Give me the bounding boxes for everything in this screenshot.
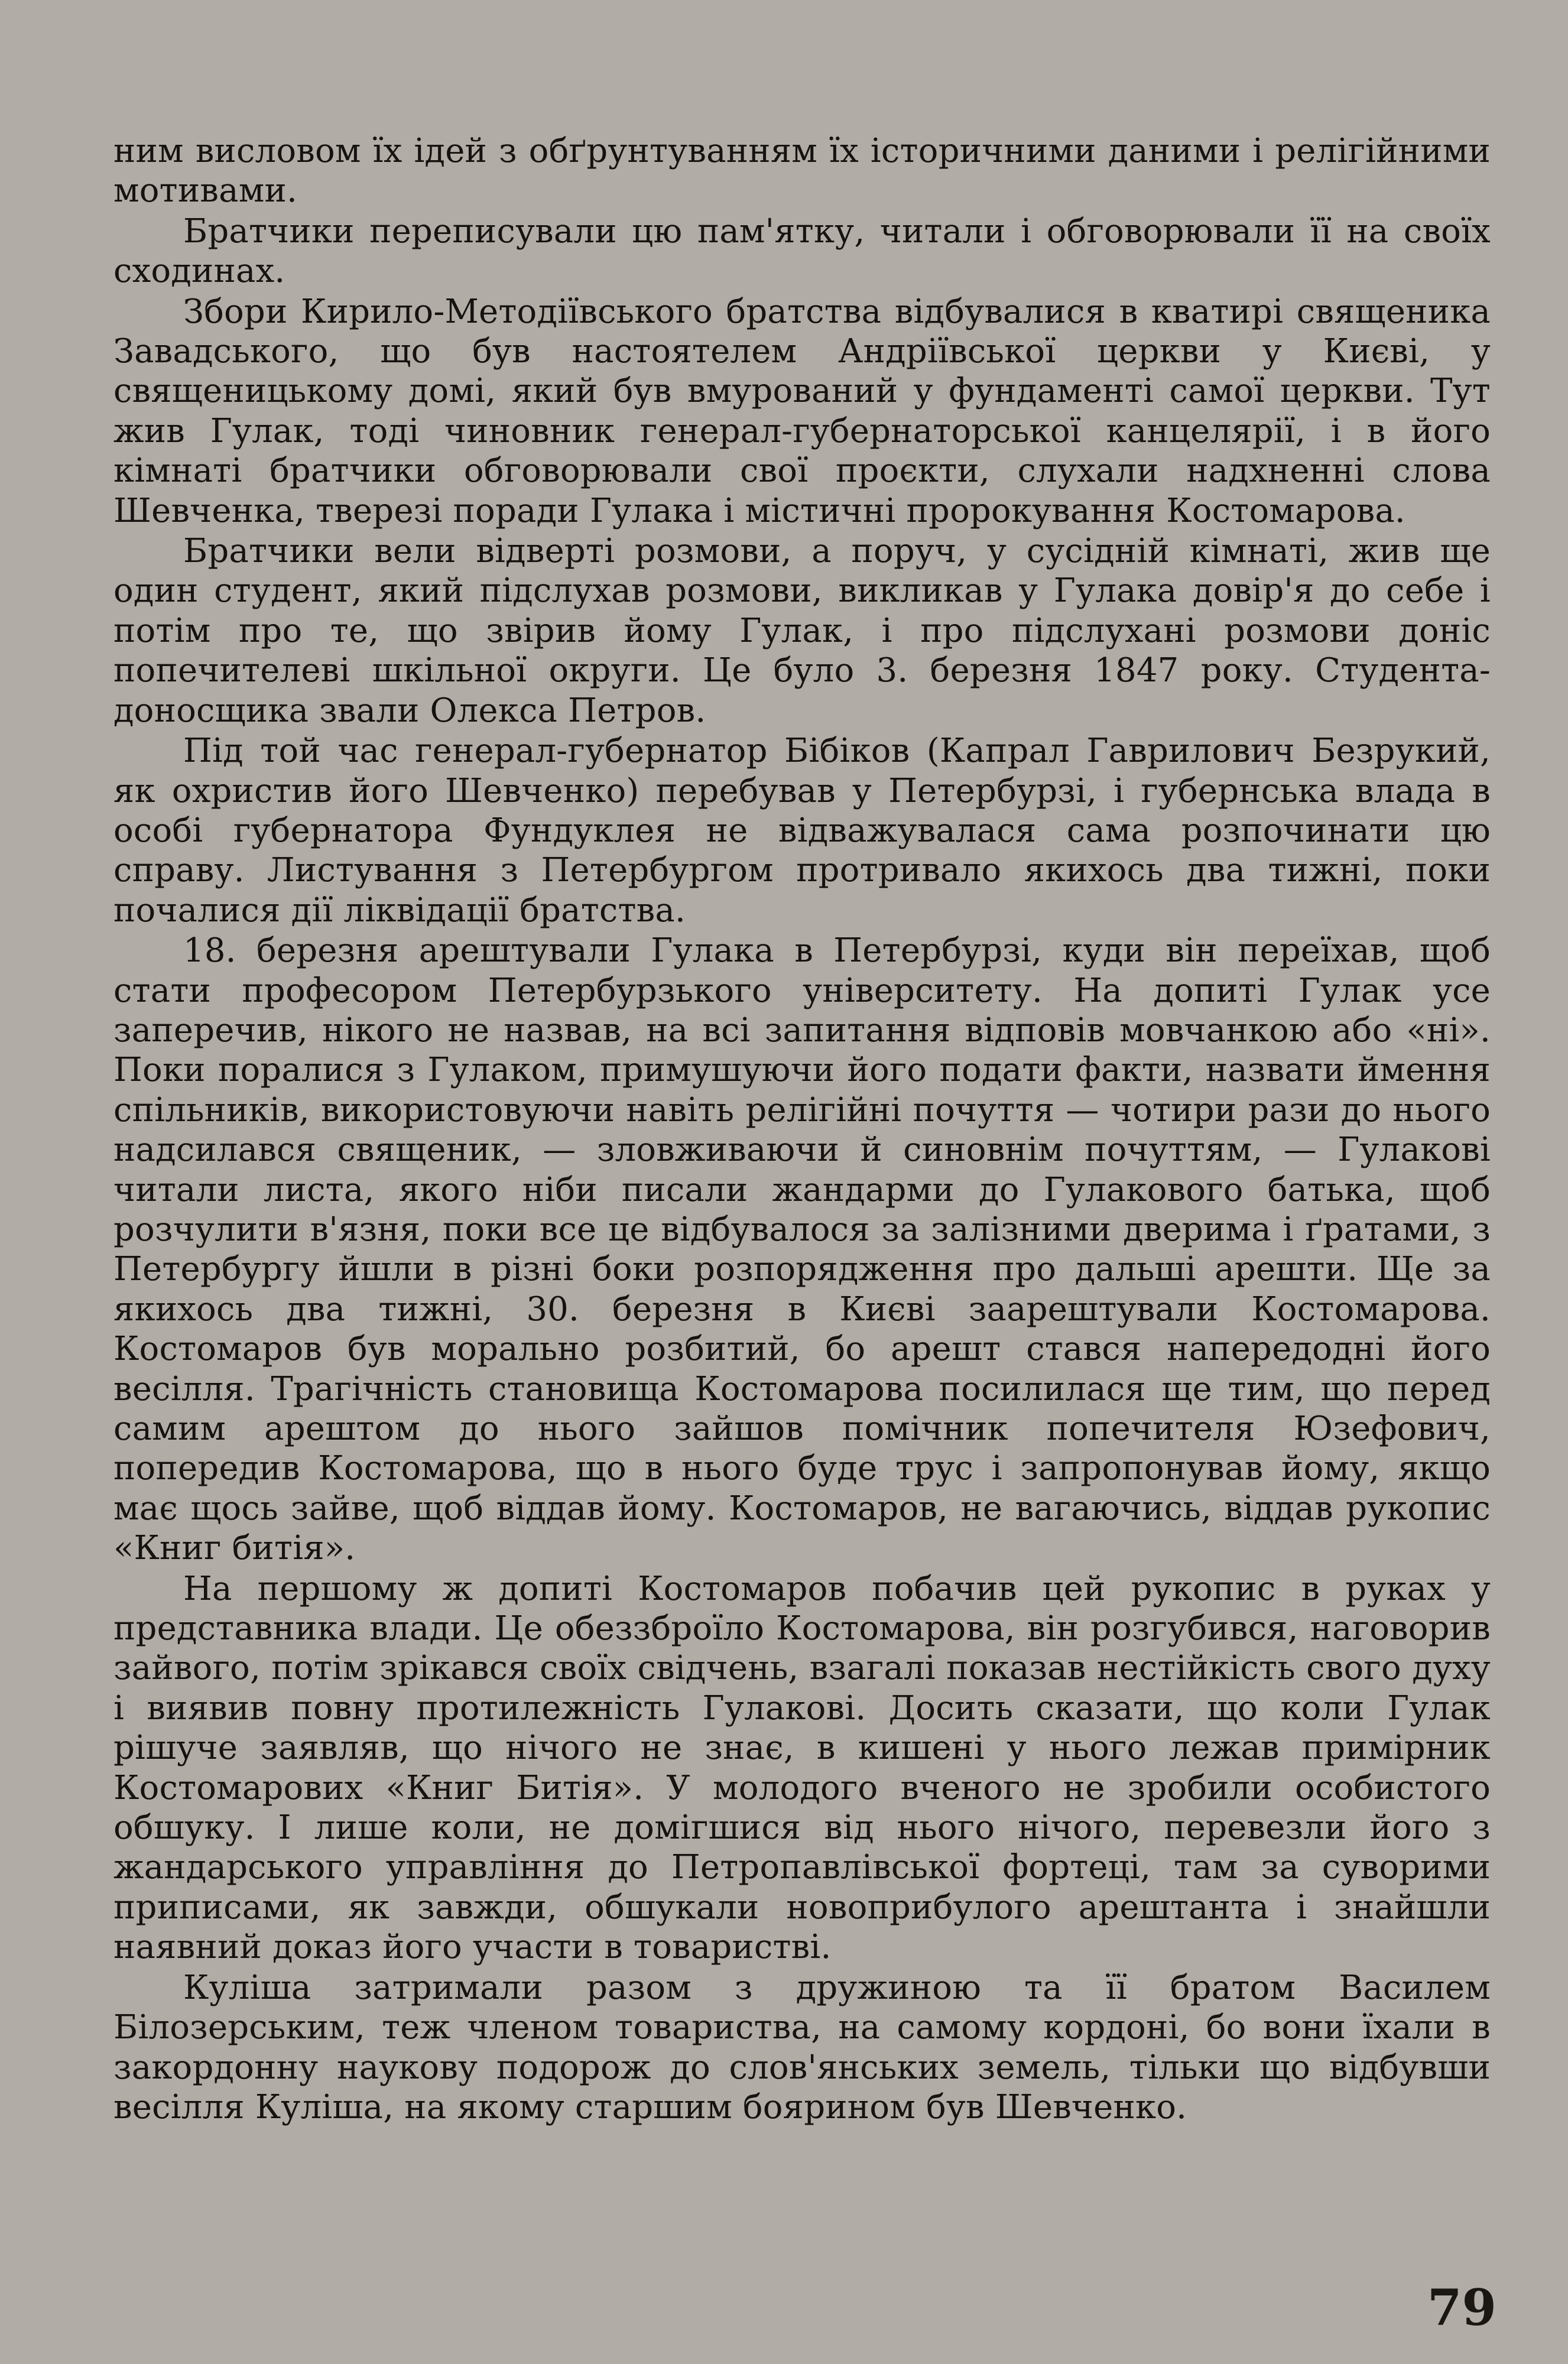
paragraph-5: Під той час генерал-губернатор Бібіков (Капрал Гаврилович Безрукий, як охристив його Шевченко) перебував у Петербурзі, і губернська влада в особі губернатора Фундуклея не відважувалася сама розпочинати цю справу. Листування з Петербургом протривало якихось два тижні, поки почалися дії ліквідації братства. bbox=[113, 732, 1491, 930]
paragraph-1: ним висловом їх ідей з обґрунтуванням їх історичними даними і релігійними мотивами. bbox=[113, 132, 1491, 210]
paragraph-7: На першому ж допиті Костомаров побачив цей рукопис в руках у представника влади. Це обеззброїло Костомарова, він розгубився, наговорив зайвого, потім зрікався своїх свідчень, взагалі показав нестійкість свого духу і виявив повну протилежність Гулакові. Досить сказати, що коли Гулак рішуче заявляв, що нічого не знає, в кишені у нього лежав примірник Костомарових «Книг Битія». У молодого вченого не зробили особистого обшуку. І лише коли, не домігшися від нього нічого, перевезли його з жандарського управління до Петропавлівської фортеці, там за суворими приписами, як завжди, обшукали новоприбулого арештанта і знайшли наявний доказ його участи в товаристві. bbox=[113, 1569, 1491, 1967]
page-number: 79 bbox=[1427, 2278, 1496, 2337]
paragraph-6: 18. березня арештували Гулака в Петербурзі, куди він переїхав, щоб стати професором Петербурзького університету. На допиті Гулак усе заперечив, нікого не назвав, на всі запитання відповів мовчанкою або «ні». Поки поралися з Гулаком, примушуючи його подати факти, назвати ймення спільників, використовуючи навіть релігійні почуття — чотири рази до нього надсилався священик, — зловживаючи й синовнім почуттям, — Гулакові читали листа, якого ніби писали жандарми до Гулакового батька, щоб розчулити в'язня, поки все це відбувалося за залізними дверима і ґратами, з Петербургу йшли в різні боки розпорядження про дальші арешти. Ще за якихось два тижні, 30. березня в Києві заарештували Костомарова. Костомаров був морально розбитий, бо арешт стався напередодні його весілля. Трагічність становища Костомарова посилилася ще тим, що перед самим арештом до нього зайшов помічник попечителя Юзефович, попередив Костомарова, що в нього буде трус і запропонував йому, якщо має щось зайве, щоб віддав йому. Костомаров, не вагаючись, віддав рукопис «Книг битія». bbox=[113, 931, 1491, 1568]
paragraph-8: Куліша затримали разом з дружиною та її братом Василем Білозерським, теж членом товариства, на самому кордоні, бо вони їхали в закордонну наукову подорож до слов'янських земель, тільки що відбувши весілля Куліша, на якому старшим боярином був Шевченко. bbox=[113, 1968, 1491, 2126]
paragraph-2: Братчики переписували цю пам'ятку, читали і обговорювали її на своїх сходинах. bbox=[113, 212, 1491, 291]
body-text bbox=[113, 131, 1491, 2128]
paragraph-4: Братчики вели відверті розмови, а поруч, у сусідній кімнаті, жив ще один студент, який підслухав розмови, викликав у Гулака довір'я до себе і потім про те, що звірив йому Гулак, і про підслухані розмови доніс попечителеві шкільної округи. Це було 3. березня 1847 року. Студента-доносщика звали Олекса Петров. bbox=[113, 532, 1491, 730]
paragraph-3: Збори Кирило-Методіївського братства відбувалися в кватирі священика Завадського, що був настоятелем Андріївської церкви у Києві, у священицькому домі, який був вмурований у фундаменті самої церкви. Тут жив Гулак, тоді чиновник генерал-губернаторської канцелярії, і в його кімнаті братчики обговорювали свої проєкти, слухали надхненні слова Шевченка, тверезі поради Гулака і містичні пророкування Костомарова. bbox=[113, 292, 1491, 530]
